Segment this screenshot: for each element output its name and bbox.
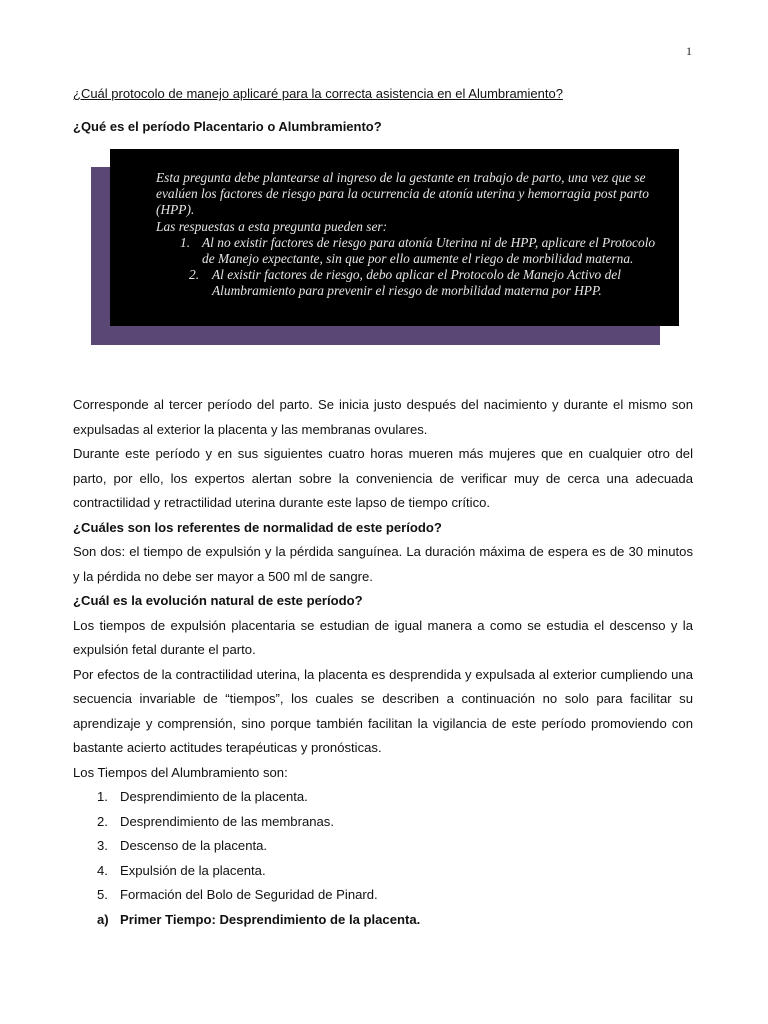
callout-answer-list [156, 235, 659, 300]
paragraph: Corresponde al tercer período del parto. Se inicia justo después del nacimiento y durante el mismo son expulsadas al exterior la placenta y las membranas ovulares. [73, 397, 693, 437]
list-item-number: 2. [97, 813, 108, 829]
list-item-text: Desprendimiento de las membranas. [120, 813, 334, 829]
list-item-number: 1. [97, 789, 108, 804]
list-item-text: Formación del Bolo de Seguridad de Pinard. [120, 887, 378, 902]
section-heading: ¿Qué es el período Placentario o Alumbramiento? [73, 119, 382, 134]
subheading: ¿Cuál es la evolución natural de este período? [73, 593, 363, 608]
list-item-text: Desprendimiento de la placenta. [120, 789, 308, 804]
list-item [73, 834, 693, 859]
list-item [73, 785, 693, 810]
times-list [73, 785, 693, 932]
question-heading: ¿Cuál protocolo de manejo aplicaré para la correcta asistencia en el Alumbramiento? [73, 86, 563, 101]
paragraph: Durante este período y en sus siguientes cuatro horas mueren más mujeres que en cualquier otro del parto, por ello, los expertos alertan sobre la conveniencia de verificar muy de cerca una adecuada contractilidad y retractilidad uterina durante este lapso de tiempo crítico. [73, 446, 693, 510]
subsection-heading [73, 908, 693, 933]
list-item-number: 4. [97, 862, 108, 878]
callout-intro: Esta pregunta debe plantearse al ingreso de la gestante en trabajo de parto, una vez que se evalúen los factores de riesgo para la ocurrencia de atonía uterina y hemorragia post parto (HPP). [156, 170, 649, 218]
page-number: 1 [686, 44, 692, 58]
list-item-number: 3. [97, 838, 108, 853]
callout-answer-number: 1. [180, 234, 191, 250]
callout-box [110, 149, 679, 326]
paragraph: Los tiempos de expulsión placentaria se estudian de igual manera a como se estudia el descenso y la expulsión fetal durante el parto. [73, 617, 693, 657]
list-item-text: Descenso de la placenta. [120, 838, 268, 853]
callout-answer-text: Al existir factores de riesgo, debo aplicar el Protocolo de Manejo Activo del Alumbramiento para prevenir el riesgo de morbilidad materna por HPP. [212, 267, 621, 299]
subheading: ¿Cuáles son los referentes de normalidad de este período? [73, 519, 442, 535]
paragraph: Por efectos de la contractilidad uterina, la placenta es desprendida y expulsada al exterior cumpliendo una secuencia invariable de “tiempos”, los cuales se describen a continuación no solo para facilitar su aprendizaje y comprensión, sino porque también facilitan la vigilancia de este período promoviendo con bastante acierto actitudes terapéuticas y pronósticas. [73, 666, 693, 755]
callout-answer-item [156, 267, 659, 299]
list-item [73, 883, 693, 908]
paragraph: Son dos: el tiempo de expulsión y la pérdida sanguínea. La duración máxima de espera es de 30 minutos y la pérdida no debe ser mayor a 500 ml de sangre. [73, 544, 693, 584]
list-lead: Los Tiempos del Alumbramiento son: [73, 764, 288, 780]
callout-answers-lead: Las respuestas a esta pregunta pueden ser: [156, 218, 388, 234]
callout-answer-number: 2. [189, 267, 200, 283]
document-body [73, 393, 693, 932]
subsection-letter: a) [97, 911, 109, 927]
list-item [73, 859, 693, 884]
list-item [73, 810, 693, 835]
callout-answer-text: Al no existir factores de riesgo para atonía Uterina ni de HPP, aplicare el Protocolo de Manejo expectante, sin que por ello aumente el riego de morbilidad materna. [202, 234, 656, 267]
subsection-title: Primer Tiempo: Desprendimiento de la placenta. [120, 911, 421, 927]
list-item-text: Expulsión de la placenta. [120, 862, 266, 878]
callout-answer-item [156, 235, 659, 267]
list-item-number: 5. [97, 887, 108, 902]
